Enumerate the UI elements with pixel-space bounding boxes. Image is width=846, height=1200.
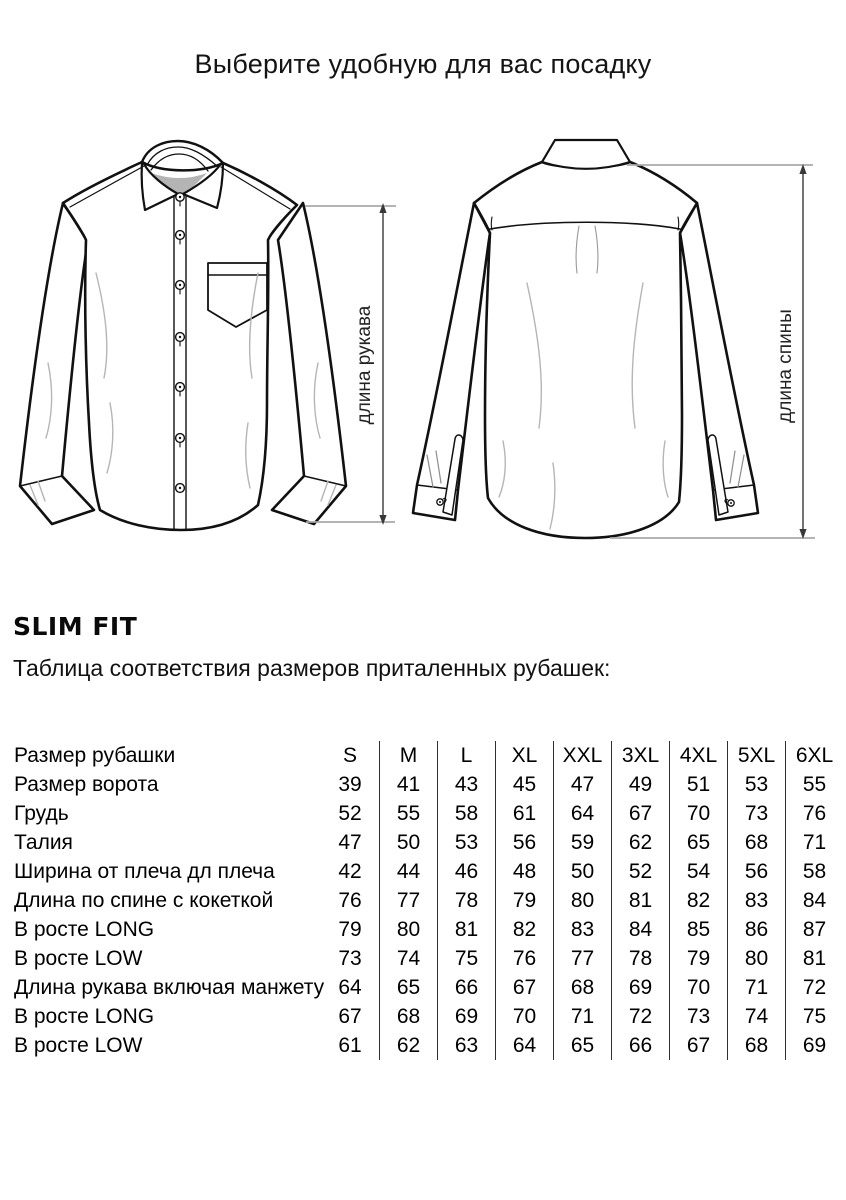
- table-cell-value: 70: [669, 799, 727, 828]
- table-size-header: L: [437, 741, 495, 770]
- table-cell-value: 68: [727, 1031, 785, 1060]
- table-cell-value: 52: [611, 857, 669, 886]
- table-cell-value: 69: [611, 973, 669, 1002]
- table-cell-value: 80: [379, 915, 437, 944]
- table-cell-value: 53: [727, 770, 785, 799]
- table-cell-value: 56: [727, 857, 785, 886]
- table-cell-value: 46: [437, 857, 495, 886]
- table-header-label: Размер рубашки: [14, 744, 176, 767]
- table-row-label: Размер ворота: [14, 773, 159, 796]
- size-table: [14, 741, 843, 1060]
- table-cell-value: 87: [785, 915, 843, 944]
- table-size-header: 5XL: [727, 741, 785, 770]
- table-cell-value: 43: [437, 770, 495, 799]
- table-cell-value: 55: [379, 799, 437, 828]
- table-cell-value: 53: [437, 828, 495, 857]
- table-cell-value: 81: [611, 886, 669, 915]
- table-size-header: 3XL: [611, 741, 669, 770]
- table-cell-value: 58: [785, 857, 843, 886]
- table-cell-value: 61: [338, 1034, 362, 1057]
- table-cell-value: 70: [669, 973, 727, 1002]
- table-cell-value: 75: [785, 1002, 843, 1031]
- table-cell-value: 67: [669, 1031, 727, 1060]
- table-cell-value: 51: [669, 770, 727, 799]
- table-cell-value: 50: [379, 828, 437, 857]
- table-row-label: В росте LONG: [14, 1005, 155, 1028]
- table-cell-value: 73: [338, 947, 362, 970]
- table-cell-value: 72: [611, 1002, 669, 1031]
- page-title: Выберите удобную для вас посадку: [194, 49, 652, 79]
- fit-subtitle: Таблица соответствия размеров приталенных рубашек:: [13, 655, 611, 681]
- table-cell-value: 79: [669, 944, 727, 973]
- table-cell-value: 67: [611, 799, 669, 828]
- table-row-label: Ширина от плеча дл плеча: [14, 860, 275, 883]
- back-length-arrow: [799, 164, 806, 539]
- table-cell-value: 76: [495, 944, 553, 973]
- table-cell-value: 86: [727, 915, 785, 944]
- table-cell-value: 70: [495, 1002, 553, 1031]
- table-cell-value: 82: [495, 915, 553, 944]
- table-cell-value: 63: [437, 1031, 495, 1060]
- sleeve-length-arrow: [379, 203, 386, 525]
- table-cell-value: 48: [495, 857, 553, 886]
- table-cell-value: 83: [727, 886, 785, 915]
- table-size-header: 6XL: [785, 741, 843, 770]
- table-cell-value: 64: [338, 976, 362, 999]
- sleeve-length-label: длина рукава: [354, 305, 375, 425]
- table-cell-value: 84: [785, 886, 843, 915]
- table-cell-value: 54: [669, 857, 727, 886]
- table-cell-value: 82: [669, 886, 727, 915]
- table-cell-value: 77: [553, 944, 611, 973]
- table-cell-value: 85: [669, 915, 727, 944]
- table-cell-value: 81: [785, 944, 843, 973]
- table-cell-value: 62: [379, 1031, 437, 1060]
- table-cell-value: 73: [727, 799, 785, 828]
- table-cell-value: 56: [495, 828, 553, 857]
- table-cell-value: 73: [669, 1002, 727, 1031]
- table-cell-value: 55: [785, 770, 843, 799]
- table-cell-value: 39: [338, 773, 362, 796]
- table-cell-value: 78: [611, 944, 669, 973]
- table-cell-value: 80: [553, 886, 611, 915]
- table-cell-value: 61: [495, 799, 553, 828]
- table-cell-value: 66: [437, 973, 495, 1002]
- table-cell-value: 69: [785, 1031, 843, 1060]
- table-cell-value: 67: [338, 1005, 362, 1028]
- table-cell-value: 41: [379, 770, 437, 799]
- table-cell-value: 71: [553, 1002, 611, 1031]
- table-row-label: В росте LOW: [14, 1034, 143, 1057]
- table-cell-value: 42: [338, 860, 362, 883]
- table-cell-value: 79: [338, 918, 362, 941]
- table-cell-value: 66: [611, 1031, 669, 1060]
- table-cell-value: 69: [437, 1002, 495, 1031]
- table-cell-value: 50: [553, 857, 611, 886]
- table-cell-value: 76: [785, 799, 843, 828]
- table-cell-value: 64: [495, 1031, 553, 1060]
- table-cell-value: 71: [785, 828, 843, 857]
- table-size-header: XL: [495, 741, 553, 770]
- table-cell-value: 64: [553, 799, 611, 828]
- table-row-label: В росте LONG: [14, 918, 155, 941]
- table-cell-value: 75: [437, 944, 495, 973]
- table-cell-value: 77: [379, 886, 437, 915]
- table-cell-value: 81: [437, 915, 495, 944]
- measure-tick-lines: [305, 165, 815, 538]
- back-length-label: длина спины: [775, 309, 796, 423]
- table-size-header: S: [342, 744, 357, 767]
- table-cell-value: 58: [437, 799, 495, 828]
- table-cell-value: 59: [553, 828, 611, 857]
- table-cell-value: 65: [669, 828, 727, 857]
- table-row-label: Грудь: [14, 802, 69, 825]
- table-cell-value: 74: [379, 944, 437, 973]
- table-cell-value: 52: [338, 802, 362, 825]
- table-cell-value: 67: [495, 973, 553, 1002]
- table-cell-value: 45: [495, 770, 553, 799]
- table-cell-value: 44: [379, 857, 437, 886]
- table-row-label: Длина по спине с кокеткой: [14, 889, 274, 912]
- table-cell-value: 80: [727, 944, 785, 973]
- table-cell-value: 47: [553, 770, 611, 799]
- table-cell-value: 65: [379, 973, 437, 1002]
- table-cell-value: 62: [611, 828, 669, 857]
- table-cell-value: 76: [338, 889, 362, 912]
- table-cell-value: 49: [611, 770, 669, 799]
- table-size-header: 4XL: [669, 741, 727, 770]
- table-cell-value: 74: [727, 1002, 785, 1031]
- table-cell-value: 84: [611, 915, 669, 944]
- table-row-label: Длина рукава включая манжету: [14, 976, 325, 999]
- measurement-overlay: [0, 130, 846, 580]
- table-cell-value: 78: [437, 886, 495, 915]
- table-cell-value: 68: [553, 973, 611, 1002]
- table-row-label: Талия: [14, 831, 73, 854]
- fit-heading: SLIM FIT: [13, 612, 138, 641]
- table-row-label: В росте LOW: [14, 947, 143, 970]
- table-cell-value: 72: [785, 973, 843, 1002]
- table-cell-value: 47: [338, 831, 362, 854]
- table-cell-value: 68: [379, 1002, 437, 1031]
- table-size-header: XXL: [553, 741, 611, 770]
- table-cell-value: 71: [727, 973, 785, 1002]
- table-cell-value: 68: [727, 828, 785, 857]
- table-cell-value: 79: [495, 886, 553, 915]
- table-size-header: M: [379, 741, 437, 770]
- table-cell-value: 83: [553, 915, 611, 944]
- table-cell-value: 65: [553, 1031, 611, 1060]
